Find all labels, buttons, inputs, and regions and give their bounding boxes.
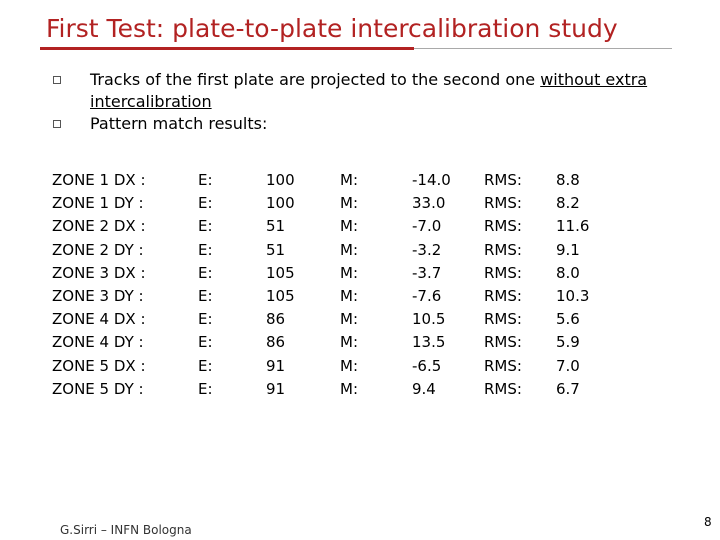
m-label: M: (340, 286, 358, 305)
e-value: 100 (266, 194, 295, 213)
m-value: -7.0 (412, 217, 442, 236)
rms-value: 8.8 (556, 171, 580, 189)
zone-label: ZONE 2 DY : (52, 240, 144, 259)
zone-label: ZONE 3 DY : (52, 286, 144, 305)
zone-label: ZONE 1 DX : (52, 171, 146, 189)
m-label: M: (340, 171, 358, 189)
square-bullet-icon (53, 120, 61, 128)
e-label: E: (198, 171, 213, 189)
rms-label: RMS: (484, 310, 522, 329)
e-label: E: (198, 310, 213, 329)
rms-label: RMS: (484, 171, 522, 189)
rms-value: 10.3 (556, 286, 590, 305)
zone-label: ZONE 4 DY : (52, 333, 144, 352)
e-label: E: (198, 194, 213, 213)
m-value: -3.7 (412, 263, 442, 282)
e-label: E: (198, 333, 213, 352)
rms-value: 6.7 (556, 379, 580, 398)
e-label: E: (198, 240, 213, 259)
zone-label: ZONE 3 DX : (52, 263, 146, 282)
rms-label: RMS: (484, 379, 522, 398)
m-value: 10.5 (412, 310, 446, 329)
m-label: M: (340, 379, 358, 398)
bullet-item (52, 113, 690, 135)
title-accent-bar (40, 47, 414, 50)
zone-label: ZONE 2 DX : (52, 217, 146, 236)
rms-value: 5.9 (556, 333, 580, 352)
e-label: E: (198, 217, 213, 236)
rms-label: RMS: (484, 333, 522, 352)
zone-label: ZONE 5 DY : (52, 379, 144, 398)
m-label: M: (340, 240, 358, 259)
m-value: -7.6 (412, 286, 442, 305)
zone-label: ZONE 1 DY : (52, 194, 144, 213)
m-label: M: (340, 217, 358, 236)
rms-label: RMS: (484, 356, 522, 375)
rms-label: RMS: (484, 217, 522, 236)
bullet-item (52, 69, 690, 113)
e-value: 86 (266, 333, 286, 352)
m-value: 13.5 (412, 333, 446, 352)
m-label: M: (340, 263, 358, 282)
e-value: 51 (266, 240, 286, 259)
rms-value: 5.6 (556, 310, 580, 329)
rms-value: 7.0 (556, 356, 580, 375)
m-label: M: (340, 356, 358, 375)
e-label: E: (198, 379, 213, 398)
zone-label: ZONE 4 DX : (52, 310, 146, 329)
page-number: 8 (704, 515, 712, 529)
rms-label: RMS: (484, 194, 522, 213)
zone-label: ZONE 5 DX : (52, 356, 146, 375)
e-label: E: (198, 356, 213, 375)
m-value: -14.0 (412, 171, 451, 189)
m-value: 9.4 (412, 379, 436, 398)
m-value: -3.2 (412, 240, 442, 259)
square-bullet-icon (53, 76, 61, 84)
rms-label: RMS: (484, 263, 522, 282)
rms-value: 8.2 (556, 194, 580, 213)
e-value: 91 (266, 356, 286, 375)
e-value: 91 (266, 379, 286, 398)
rms-label: RMS: (484, 240, 522, 259)
bullet-text: Pattern match results: (90, 114, 268, 133)
m-value: -6.5 (412, 356, 442, 375)
rms-value: 11.6 (556, 217, 590, 236)
e-value: 105 (266, 263, 295, 282)
e-label: E: (198, 286, 213, 305)
e-value: 105 (266, 286, 295, 305)
rms-value: 8.0 (556, 263, 580, 282)
rms-value: 9.1 (556, 240, 580, 259)
bullet-list (52, 69, 690, 135)
rms-label: RMS: (484, 286, 522, 305)
slide-title: First Test: plate-to-plate intercalibration study (46, 14, 618, 43)
footer-author: G.Sirri – INFN Bologna (60, 523, 192, 537)
m-value: 33.0 (412, 194, 446, 213)
bullet-underlined-text: without extra intercalibration (90, 70, 648, 111)
e-value: 86 (266, 310, 286, 329)
e-value: 51 (266, 217, 286, 236)
e-label: E: (198, 263, 213, 282)
m-label: M: (340, 194, 358, 213)
m-label: M: (340, 333, 358, 352)
e-value: 100 (266, 171, 295, 189)
m-label: M: (340, 310, 358, 329)
bullet-text: Tracks of the first plate are projected to the second one (90, 70, 541, 89)
